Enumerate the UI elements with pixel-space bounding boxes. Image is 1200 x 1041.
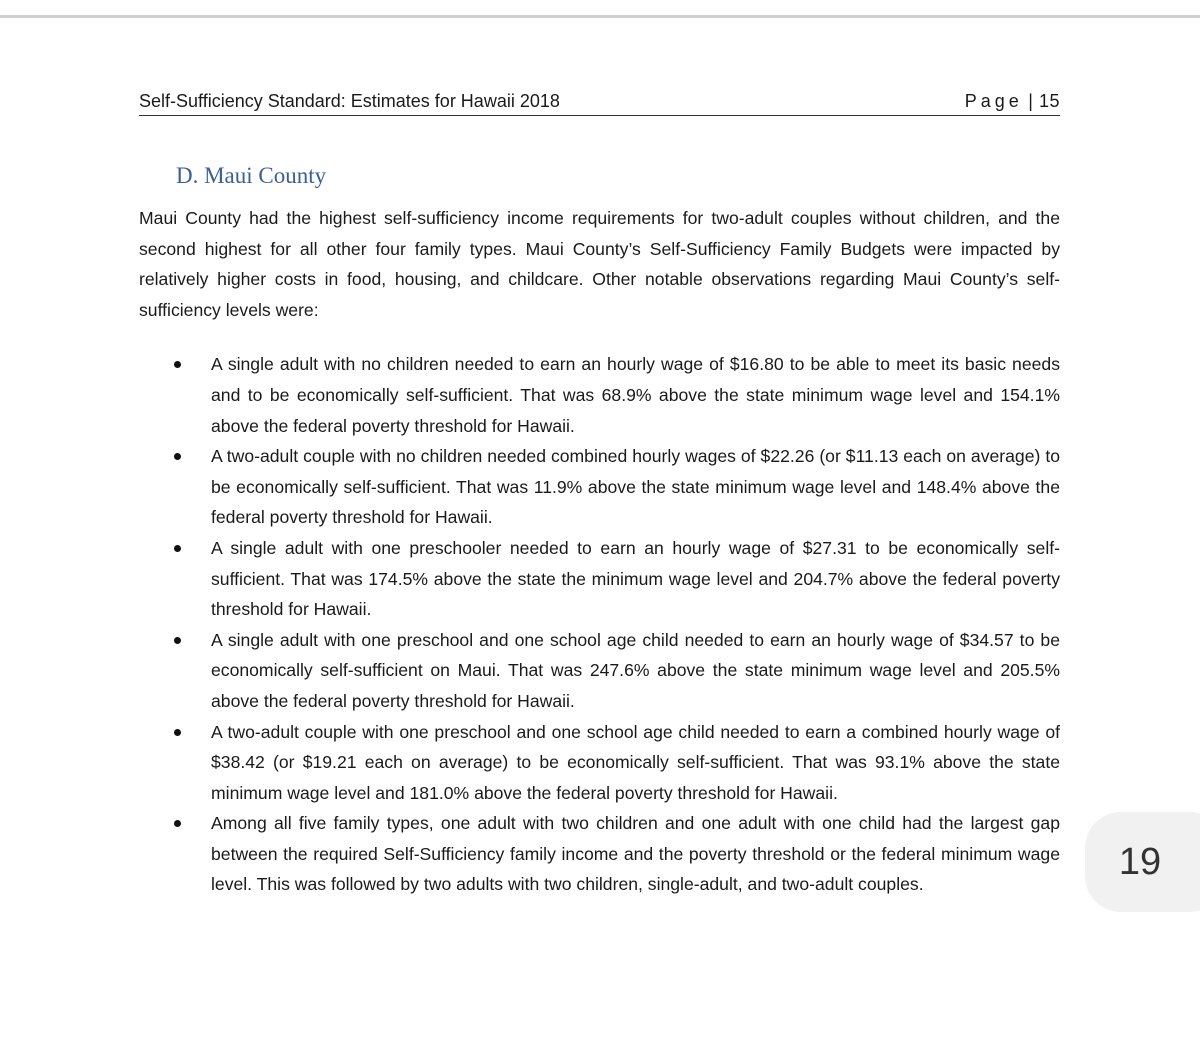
- bullet-icon: [174, 637, 181, 644]
- list-item-text: A single adult with one preschool and one school age child needed to earn an hourly wage of $34.57 to be economically self-sufficient on Maui. That was 247.6% above the state minimum wage level and 205.5% above the federal poverty threshold for Hawaii.: [211, 629, 1060, 711]
- page-indicator-number: 19: [1118, 841, 1162, 883]
- list-item: [139, 441, 1060, 533]
- header-page-number: [965, 88, 1060, 114]
- document-page: [139, 88, 1060, 900]
- running-header: [139, 88, 1060, 116]
- header-title: Self-Sufficiency Standard: Estimates for Hawaii 2018: [139, 91, 560, 111]
- list-item-text: A two-adult couple with no children needed combined hourly wages of $22.26 (or $11.13 each on average) to be economically self-sufficient. That was 11.9% above the state minimum wage level and 148.4% above the federal poverty threshold for Hawaii.: [211, 446, 1060, 528]
- list-item-text: A single adult with one preschooler needed to earn an hourly wage of $27.31 to be economically self-sufficient. That was 174.5% above the state the minimum wage level and 204.7% above the federal poverty threshold for Hawaii.: [211, 537, 1060, 620]
- list-item: [139, 625, 1060, 717]
- list-item-text: A single adult with no children needed to earn an hourly wage of $16.80 to be able to meet its basic needs and to be economically self-sufficient. That was 68.9% above the state minimum wage level and 154.1% above the federal poverty threshold for Hawaii.: [211, 354, 1060, 436]
- page-indicator-badge[interactable]: [1085, 812, 1200, 912]
- list-item-text: A two-adult couple with one preschool and one school age child needed to earn a combined hourly wage of $38.42 (or $19.21 each on average) to be economically self-sufficient. That was 93.1% above the state minimum wage level and 181.0% above the federal poverty threshold for Hawaii.: [211, 721, 1060, 803]
- header-page-value: 15: [1038, 91, 1060, 111]
- header-page-word: Page: [964, 91, 1023, 111]
- list-item: [139, 349, 1060, 441]
- list-item: [139, 808, 1060, 900]
- bullet-icon: [174, 361, 181, 368]
- viewer-top-divider: [0, 0, 1200, 18]
- list-item-text: Among all five family types, one adult with two children and one adult with one child had the largest gap between the required Self-Sufficiency family income and the poverty threshold or the federal minimum wage level. This was followed by two adults with two children, single-adult, and two-adult couples.: [211, 813, 1060, 895]
- observations-list: [139, 349, 1060, 900]
- bullet-icon: [174, 820, 181, 827]
- bullet-icon: [174, 545, 181, 552]
- bullet-icon: [174, 453, 181, 460]
- list-item: [139, 717, 1060, 809]
- list-item: [139, 533, 1060, 625]
- bullet-icon: [174, 729, 181, 736]
- intro-paragraph: Maui County had the highest self-sufficiency income requirements for two-adult couples without children, and the second highest for all other four family types. Maui County’s Self-Sufficiency Family Budgets were impacted by relatively higher costs in food, housing, and childcare. Other notable observations regarding Maui County’s self-sufficiency levels were:: [139, 208, 1060, 320]
- header-page-separator: |: [1028, 91, 1034, 111]
- section-heading: D. Maui County: [176, 163, 327, 188]
